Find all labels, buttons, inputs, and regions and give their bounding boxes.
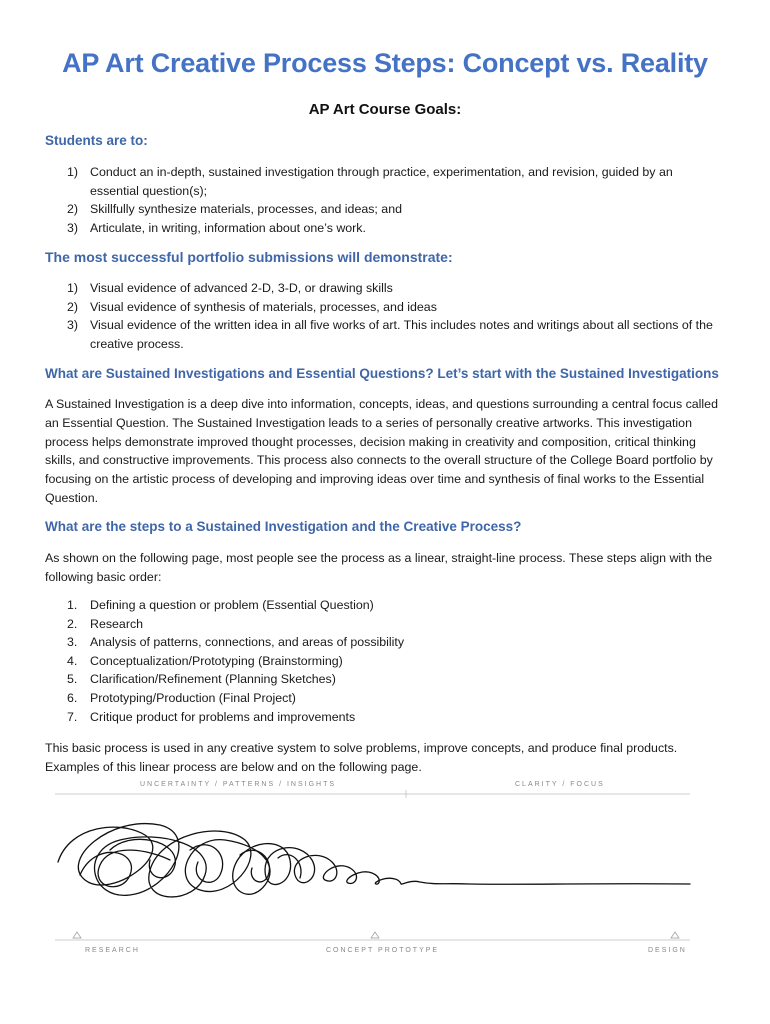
steps-list bbox=[45, 596, 725, 726]
squiggle-line bbox=[58, 824, 690, 897]
list-item: 6. Prototyping/Production (Final Project) bbox=[67, 690, 296, 705]
diagram-marker-concept bbox=[371, 932, 379, 938]
list-item: 3) Visual evidence of the written idea in all five works of art. This includes notes and writings about all sections of the creative process. bbox=[67, 318, 713, 351]
list-item: 4. Conceptualization/Prototyping (Brainstorming) bbox=[67, 653, 343, 668]
list-item: 7. Critique product for problems and improvements bbox=[67, 709, 356, 724]
sustained-paragraph: A Sustained Investigation is a deep dive into information, concepts, ideas, and questions surrounding a central focus called an Essential Question. The Sustained Investigation leads to a series of personally creative artworks. This investigation process helps demonstrate improved thought processes, decision making in creativity and composition, critical thinking skills, and constructive improvements. This process also connects to the overall structure of the College Board portfolio by focusing on the artistic process of developing and improving ideas over time and synthesis of final works to the Essential Question. bbox=[45, 397, 718, 505]
page-title: AP Art Creative Process Steps: Concept vs. Reality bbox=[62, 48, 708, 78]
diagram-label-concept: CONCEPT PROTOTYPE bbox=[326, 947, 440, 954]
list-item: 2) Skillfully synthesize materials, processes, and ideas; and bbox=[67, 202, 402, 217]
list-item: 1) Conduct an in-depth, sustained investigation through practice, experimentation, and revision, guided by an essential question(s); bbox=[67, 165, 673, 198]
diagram-marker-design bbox=[671, 932, 679, 938]
list-item: 1. Defining a question or problem (Essential Question) bbox=[67, 598, 374, 612]
diagram-marker-research bbox=[73, 932, 81, 938]
students-list bbox=[45, 163, 725, 237]
design-squiggle-diagram bbox=[50, 780, 700, 955]
portfolio-list bbox=[45, 279, 725, 353]
list-item: 3) Articulate, in writing, information about one’s work. bbox=[67, 220, 366, 235]
steps-heading: What are the steps to a Sustained Investigation and the Creative Process? bbox=[45, 519, 522, 534]
list-item: 3. Analysis of patterns, connections, and areas of possibility bbox=[67, 635, 405, 650]
list-item: 5. Clarification/Refinement (Planning Sketches) bbox=[67, 672, 336, 687]
portfolio-heading: The most successful portfolio submissions will demonstrate: bbox=[45, 249, 453, 265]
diagram-label-research: RESEARCH bbox=[85, 947, 140, 954]
list-item: 2. Research bbox=[67, 616, 144, 631]
list-item: 2) Visual evidence of synthesis of materials, processes, and ideas bbox=[67, 299, 437, 314]
steps-intro: As shown on the following page, most people see the process as a linear, straight-line process. These steps align with the following basic order: bbox=[45, 551, 713, 584]
diagram-top-left-label: UNCERTAINTY / PATTERNS / INSIGHTS bbox=[140, 781, 337, 788]
list-item: 1) Visual evidence of advanced 2-D, 3-D, or drawing skills bbox=[67, 281, 393, 295]
steps-closing: This basic process is used in any creative system to solve problems, improve concepts, and produce final products. Examples of this linear process are below and on the following page. bbox=[45, 741, 678, 774]
sustained-heading: What are Sustained Investigations and Essential Questions? Let’s start with the Sustained Investigations bbox=[45, 366, 719, 381]
course-goals-heading: AP Art Course Goals: bbox=[308, 101, 462, 118]
students-heading: Students are to: bbox=[45, 133, 148, 148]
diagram-label-design: DESIGN bbox=[648, 947, 687, 954]
diagram-top-right-label: CLARITY / FOCUS bbox=[515, 781, 605, 788]
